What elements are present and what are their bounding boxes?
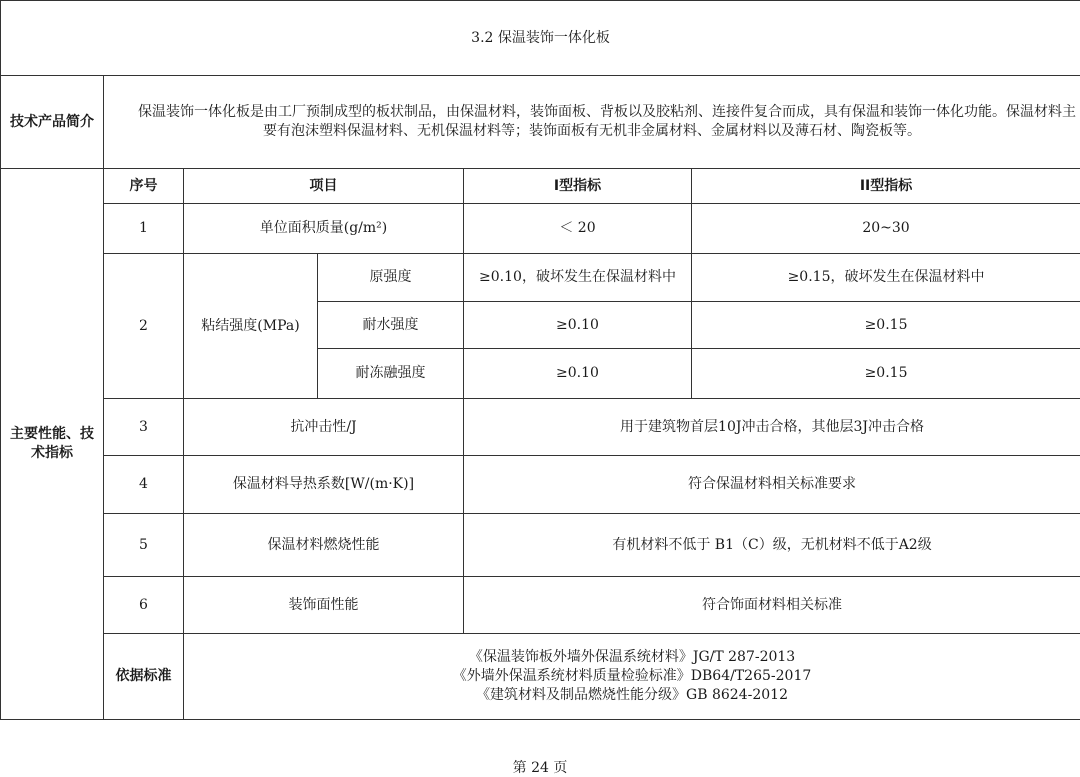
row-item: 单位面积质量(g/m²)	[184, 204, 464, 254]
row-no: 5	[104, 514, 184, 577]
row-no: 6	[104, 577, 184, 634]
row-item: 抗冲击性/J	[184, 399, 464, 456]
row-merged-value: 符合保温材料相关标准要求	[464, 456, 1080, 514]
standard-item: 《建筑材料及制品燃烧性能分级》GB 8624-2012	[188, 686, 1076, 705]
table-row	[1, 514, 1080, 577]
row-type2: ≥0.15	[692, 349, 1080, 399]
row-item: 保温材料导热系数[W/(m·K)]	[184, 456, 464, 514]
row-merged-value: 符合饰面材料相关标准	[464, 577, 1080, 634]
header-no: 序号	[104, 169, 184, 204]
row-type1: ＜ 20	[464, 204, 692, 254]
basis-label: 依据标准	[104, 634, 184, 720]
header-item: 项目	[184, 169, 464, 204]
section-title: 3.2 保温装饰一体化板	[1, 1, 1080, 76]
row-item: 装饰面性能	[184, 577, 464, 634]
intro-label: 技术产品简介	[1, 76, 104, 169]
table-row	[1, 456, 1080, 514]
row-type1: ≥0.10，破坏发生在保温材料中	[464, 254, 692, 302]
row-no: 2	[104, 254, 184, 399]
specs-label: 主要性能、技术指标	[1, 169, 104, 720]
row-merged-value: 有机材料不低于 B1（C）级，无机材料不低于A2级	[464, 514, 1080, 577]
row-type2: ≥0.15	[692, 302, 1080, 349]
basis-row	[1, 634, 1080, 720]
table-row	[1, 577, 1080, 634]
table-row	[1, 399, 1080, 456]
intro-text: 保温装饰一体化板是由工厂预制成型的板状制品，由保温材料，装饰面板、背板以及胶粘剂、连接件复合而成，具有保温和装饰一体化功能。保温材料主要有泡沫塑料保温材料、无机保温材料等；装饰面板有无机非金属材料、金属材料以及薄石材、陶瓷板等。	[138, 104, 1076, 139]
row-item: 保温材料燃烧性能	[184, 514, 464, 577]
row-item: 粘结强度(MPa)	[184, 254, 318, 399]
row-type1: ≥0.10	[464, 302, 692, 349]
sub-item: 耐冻融强度	[318, 349, 464, 399]
table-row	[1, 254, 1080, 302]
row-no: 4	[104, 456, 184, 514]
table-row	[1, 204, 1080, 254]
page-number: 第 24 页	[0, 757, 1080, 777]
intro-row	[1, 76, 1080, 169]
intro-text-cell	[104, 76, 1080, 169]
header-type1: I型指标	[464, 169, 692, 204]
row-no: 1	[104, 204, 184, 254]
title-row	[1, 1, 1080, 76]
basis-list	[184, 634, 1080, 720]
sub-item: 原强度	[318, 254, 464, 302]
row-no: 3	[104, 399, 184, 456]
standard-item: 《保温装饰板外墙外保温系统材料》JG/T 287-2013	[188, 648, 1076, 667]
header-row	[1, 169, 1080, 204]
sub-item: 耐水强度	[318, 302, 464, 349]
row-merged-value: 用于建筑物首层10J冲击合格，其他层3J冲击合格	[464, 399, 1080, 456]
row-type2: ≥0.15，破坏发生在保温材料中	[692, 254, 1080, 302]
row-type1: ≥0.10	[464, 349, 692, 399]
row-type2: 20~30	[692, 204, 1080, 254]
header-type2: II型指标	[692, 169, 1080, 204]
standard-item: 《外墙外保温系统材料质量检验标准》DB64/T265-2017	[188, 667, 1076, 686]
